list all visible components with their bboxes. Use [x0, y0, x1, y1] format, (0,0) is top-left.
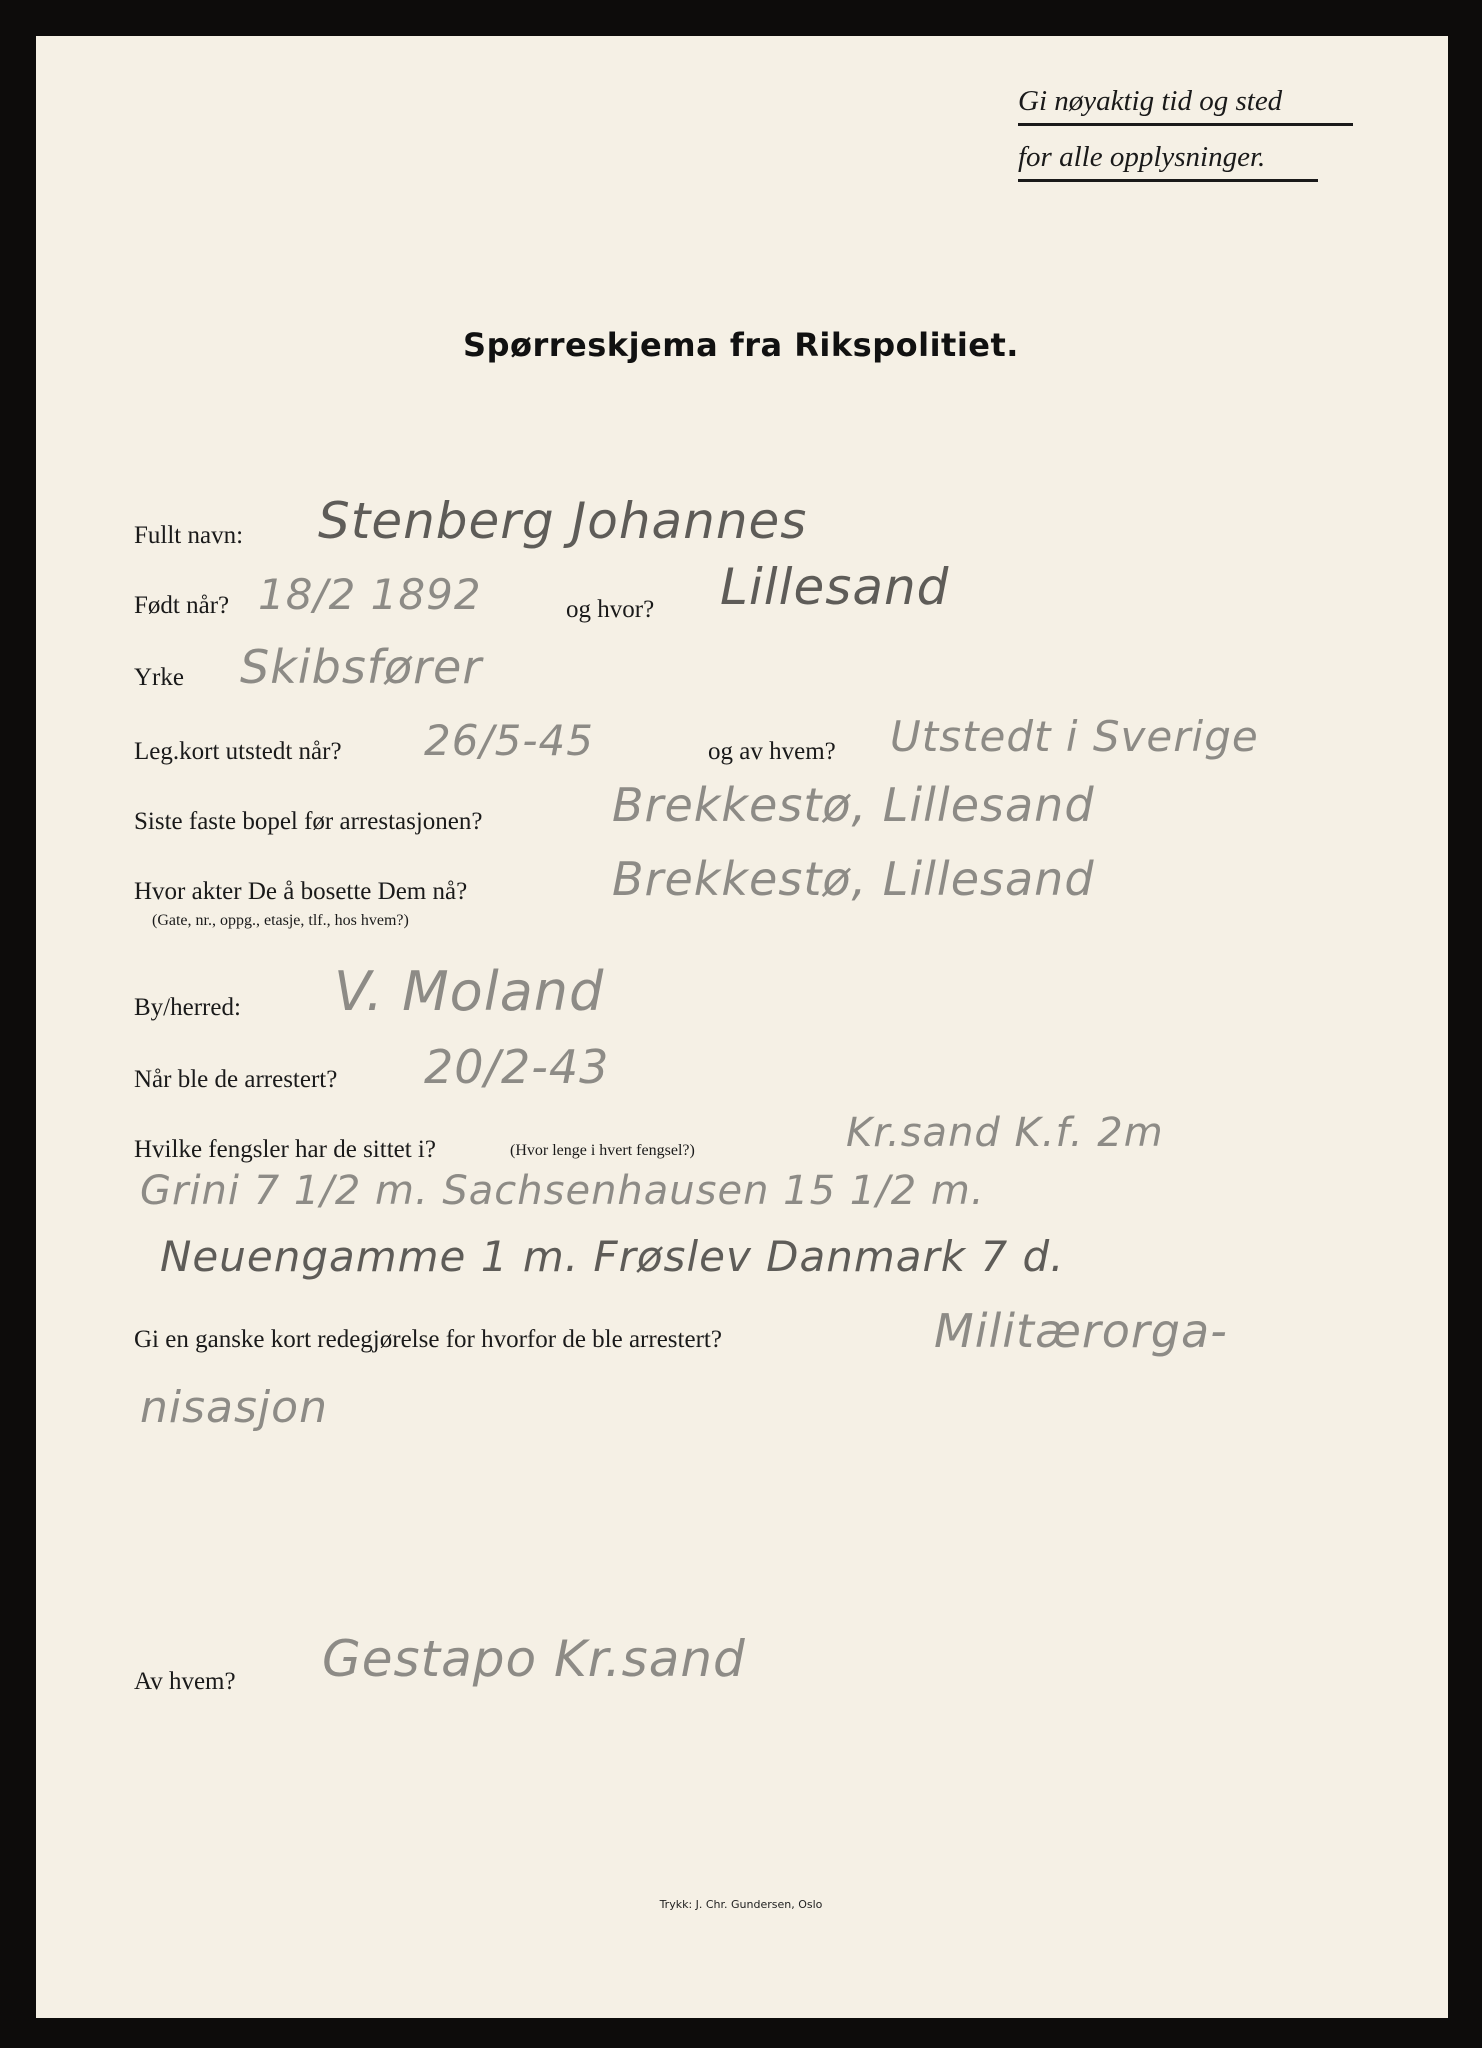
prisons-hint: (Hvor lenge i hvert fengsel?): [510, 1142, 695, 1159]
settle-where-value: Brekkestø, Lillesand: [612, 852, 1095, 906]
occupation-label: Yrke: [134, 664, 184, 691]
by-whom-label: Av hvem?: [134, 1668, 236, 1695]
reason-value-line-2: nisasjon: [140, 1382, 328, 1433]
instructions-box: [1018, 82, 1353, 194]
prisons-label: Hvilke fengsler har de sittet i?: [134, 1136, 436, 1163]
occupation-value: Skibsfører: [240, 640, 483, 694]
id-issued-when-value: 26/5-45: [424, 716, 594, 765]
arrested-when-label: Når ble de arrestert?: [134, 1066, 338, 1093]
born-where-label: og hvor?: [566, 596, 655, 623]
municipality-value: V. Moland: [334, 960, 605, 1023]
born-when-label: Født når?: [134, 592, 230, 619]
last-residence-label: Siste faste bopel før arrestasjonen?: [134, 808, 483, 835]
instructions-line-2: for alle opplysninger.: [1018, 138, 1318, 182]
instructions-line-1: Gi nøyaktig tid og sted: [1018, 82, 1353, 126]
municipality-label: By/herred:: [134, 994, 241, 1021]
full-name-value: Stenberg Johannes: [318, 492, 808, 550]
settle-where-hint: (Gate, nr., oppg., etasje, tlf., hos hvem?): [152, 912, 409, 929]
printer-imprint: Trykk: J. Chr. Gundersen, Oslo: [659, 1898, 823, 1911]
id-issued-by-value: Utstedt i Sverige: [890, 712, 1259, 761]
reason-value-line-1: Militærorga-: [934, 1304, 1228, 1358]
prisons-value-line-1: Kr.sand K.f. 2m: [846, 1110, 1164, 1156]
arrested-when-value: 20/2-43: [424, 1040, 610, 1094]
full-name-label: Fullt navn:: [134, 522, 244, 549]
reason-label: Gi en ganske kort redegjørelse for hvorfor de ble arrestert?: [134, 1326, 722, 1353]
born-where-value: Lillesand: [720, 558, 950, 616]
by-whom-value: Gestapo Kr.sand: [322, 1630, 746, 1688]
prisons-value-line-2: Grini 7 1/2 m. Sachsenhausen 15 1/2 m.: [140, 1168, 985, 1214]
born-when-value: 18/2 1892: [258, 570, 482, 619]
id-issued-by-label: og av hvem?: [708, 738, 836, 765]
settle-where-label: Hvor akter De å bosette Dem nå?: [134, 878, 468, 905]
form-title: Spørreskjema fra Rikspolitiet.: [463, 326, 1019, 364]
id-issued-when-label: Leg.kort utstedt når?: [134, 738, 342, 765]
prisons-value-line-3: Neuengamme 1 m. Frøslev Danmark 7 d.: [160, 1232, 1065, 1281]
last-residence-value: Brekkestø, Lillesand: [612, 778, 1095, 832]
